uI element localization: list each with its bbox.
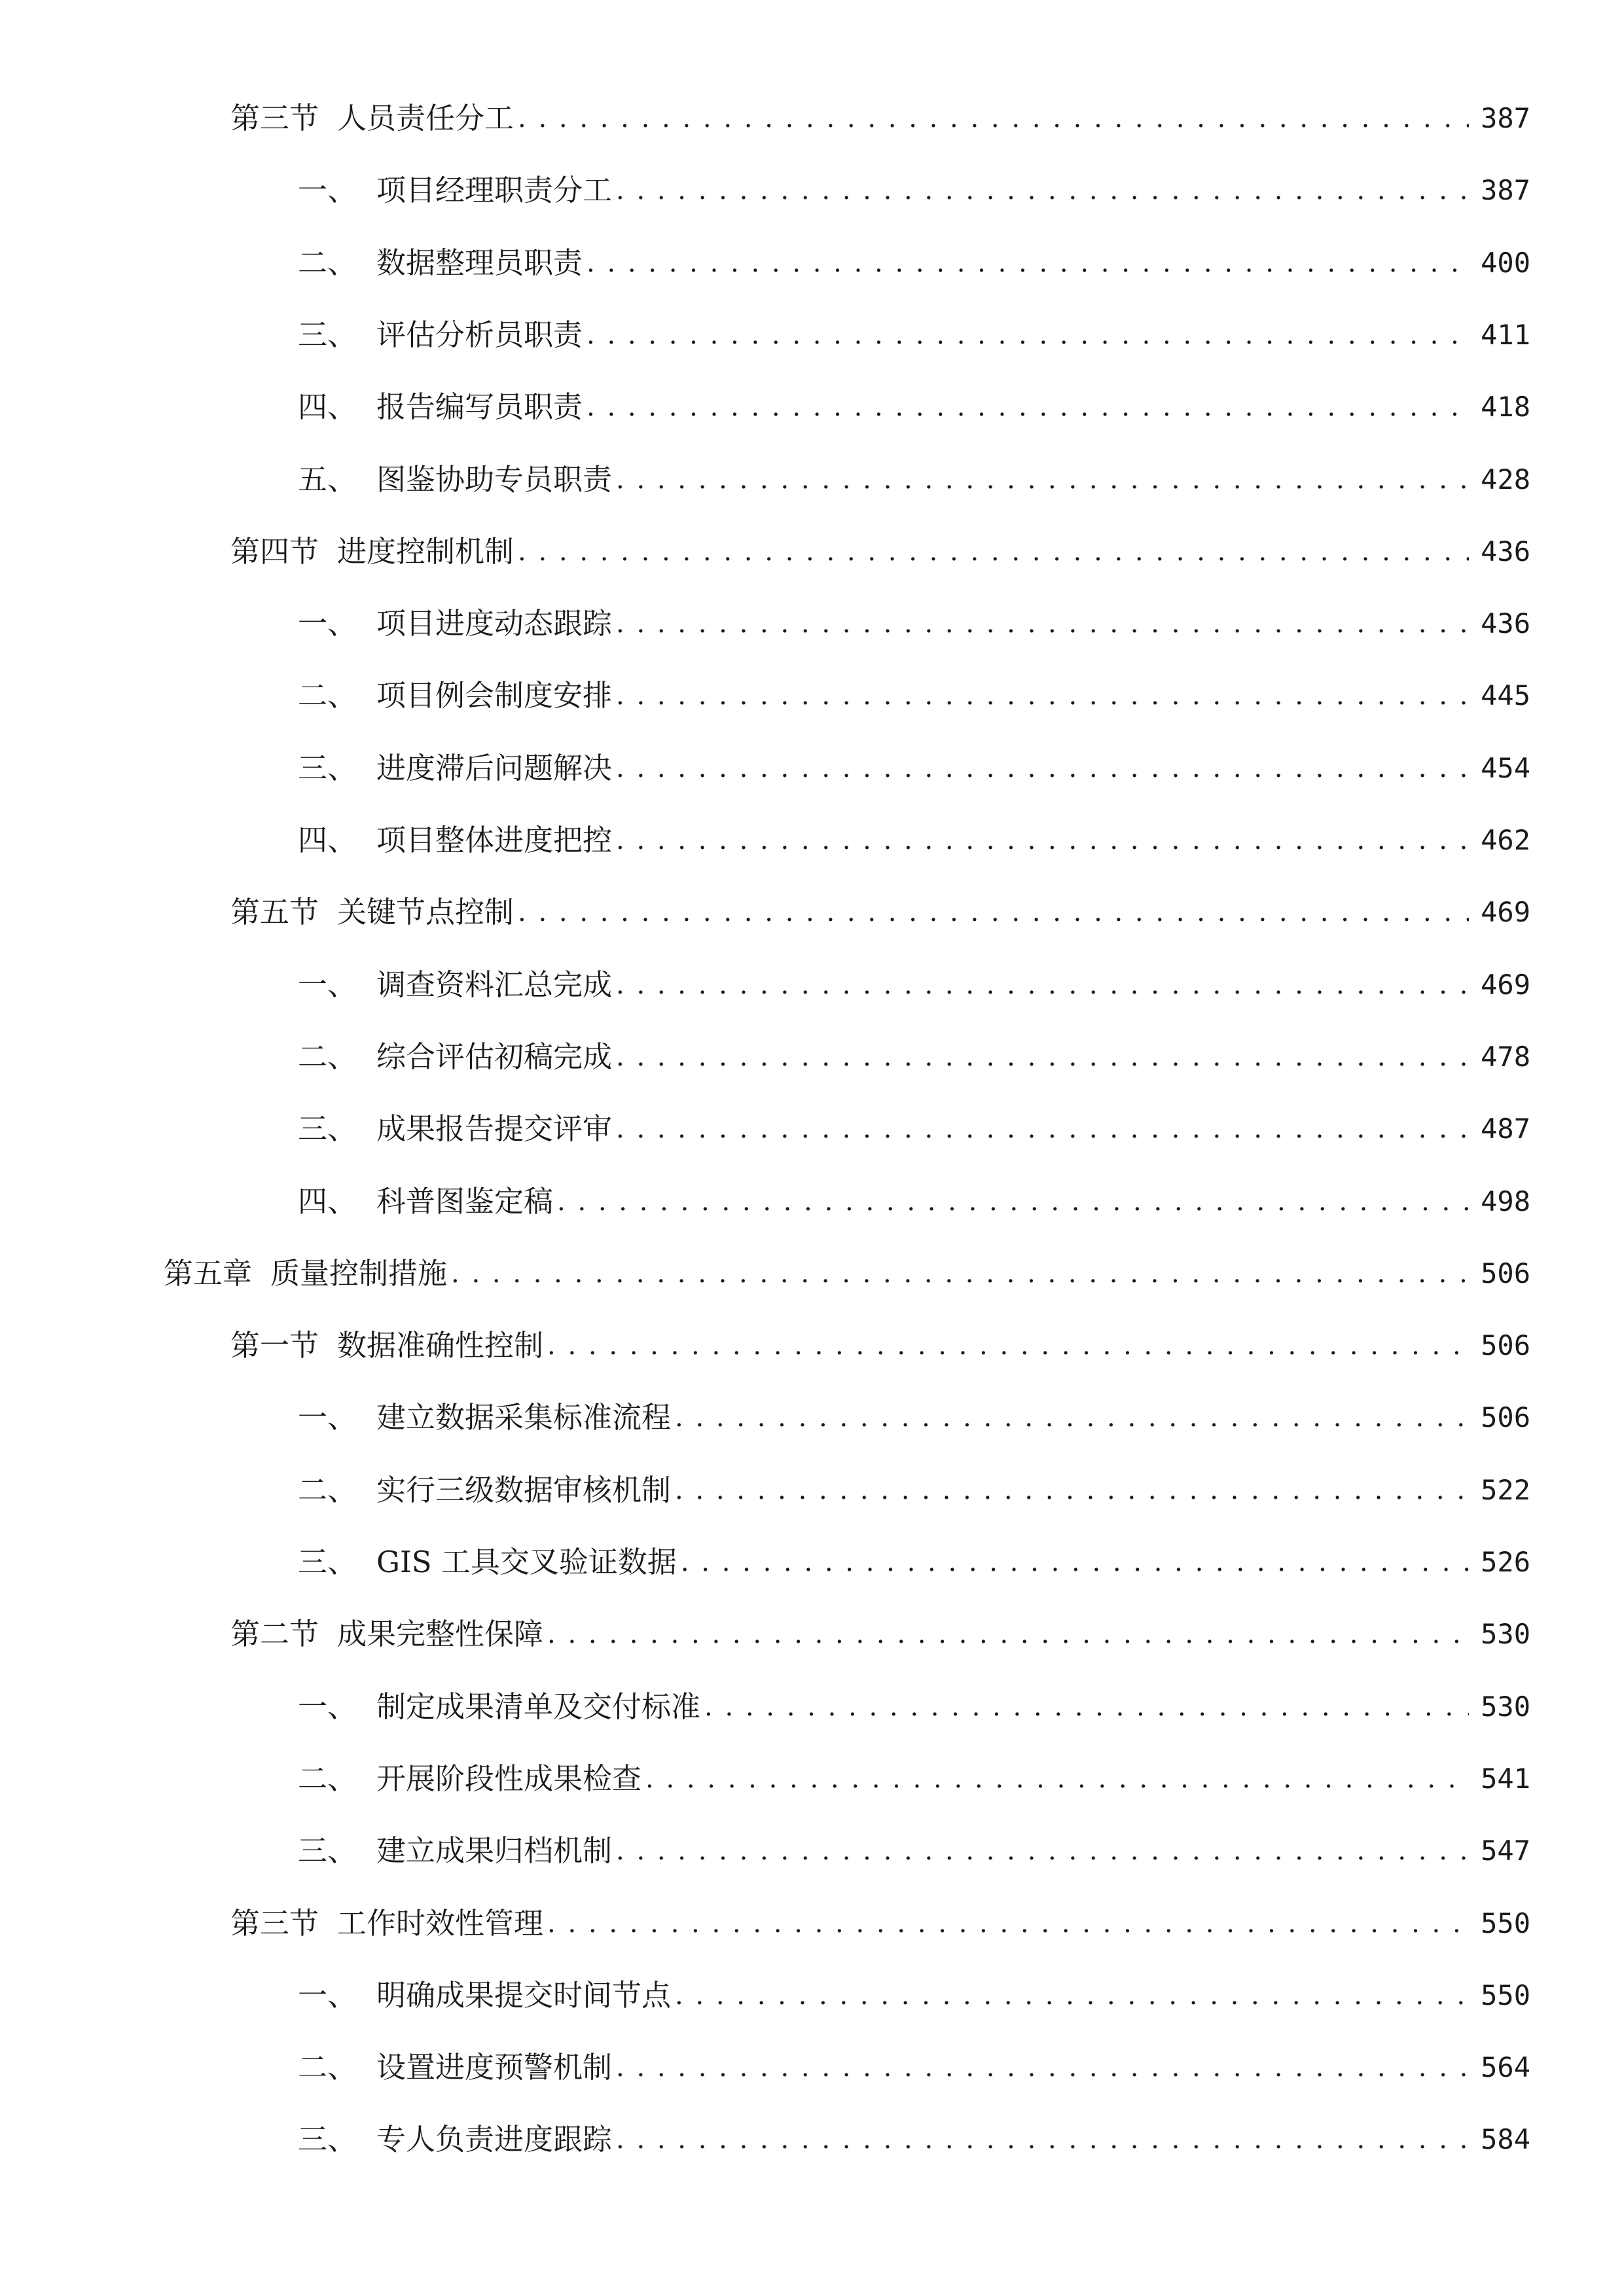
toc-entry-title: 质量控制措施: [270, 1255, 448, 1291]
toc-entry-page-number: 506: [1481, 1257, 1530, 1289]
dot-leader: [616, 454, 1469, 506]
toc-entry-page-number: 428: [1481, 463, 1530, 495]
toc-entry-item[interactable]: [298, 1825, 1530, 1877]
toc-entry-item[interactable]: [298, 1031, 1530, 1083]
toc-entry-number: 一、: [298, 1400, 357, 1435]
toc-entry-title: 项目例会制度安排: [376, 678, 613, 713]
toc-entry-number: 第三节: [230, 101, 319, 135]
toc-entry-title: 项目经理职责分工: [376, 173, 613, 208]
dot-leader: [586, 381, 1469, 433]
toc-entry-page-number: 445: [1481, 679, 1530, 712]
toc-entry-page-number: 487: [1481, 1113, 1530, 1145]
toc-entry-number: 二、: [298, 1472, 357, 1507]
toc-entry-number: 第五节: [230, 895, 319, 930]
toc-entry-page-number: 436: [1481, 607, 1530, 640]
toc-entry-number: 第三节: [230, 1905, 319, 1941]
toc-entry-page-number: 387: [1481, 102, 1530, 134]
dot-leader: [616, 1825, 1469, 1877]
dot-leader: [518, 886, 1469, 939]
toc-entry-number: 第一节: [230, 1328, 319, 1363]
dot-leader: [547, 1897, 1469, 1950]
toc-entry-page-number: 469: [1481, 896, 1530, 929]
toc-entry-page-number: 547: [1481, 1835, 1530, 1867]
toc-entry-item[interactable]: [298, 1681, 1530, 1733]
toc-entry-number: 四、: [298, 1183, 357, 1219]
toc-entry-page-number: 436: [1481, 535, 1530, 567]
toc-entry-title: 报告编写员职责: [376, 389, 583, 425]
dot-leader: [518, 526, 1469, 578]
toc-entry-page-number: 418: [1481, 391, 1530, 423]
toc-entry-title: 成果报告提交评审: [376, 1111, 613, 1147]
toc-entry-number: 三、: [298, 1833, 357, 1869]
toc-entry-item[interactable]: [298, 381, 1530, 433]
dot-leader: [616, 598, 1469, 650]
toc-entry-title: 评估分析员职责: [376, 317, 583, 352]
toc-entry-title: 明确成果提交时间节点: [376, 1977, 672, 2013]
dot-leader: [675, 1969, 1469, 2022]
toc-entry-title: GIS 工具交叉验证数据: [376, 1545, 677, 1579]
toc-entry-item[interactable]: [298, 454, 1530, 506]
toc-entry-item[interactable]: [298, 164, 1530, 217]
dot-leader: [616, 670, 1469, 722]
toc-entry-page-number: 564: [1481, 2051, 1530, 2084]
toc-entry-page-number: 462: [1481, 824, 1530, 856]
dot-leader: [616, 1103, 1469, 1155]
toc-entry-page-number: 526: [1481, 1546, 1530, 1578]
dot-leader: [645, 1753, 1469, 1805]
dot-leader: [681, 1536, 1469, 1588]
toc-entry-title: 图鉴协助专员职责: [376, 461, 613, 497]
toc-entry-page-number: 469: [1481, 968, 1530, 1001]
dot-leader: [616, 814, 1469, 867]
toc-entry-title: 制定成果清单及交付标准: [376, 1689, 701, 1724]
toc-entry-title: 关键节点控制: [337, 895, 514, 930]
toc-entry-number: 一、: [298, 967, 357, 1002]
toc-entry-title: 实行三级数据审核机制: [376, 1472, 672, 1507]
toc-entry-item[interactable]: [298, 1464, 1530, 1516]
toc-entry-number: 四、: [298, 389, 357, 425]
toc-entry-number: 三、: [298, 317, 357, 352]
toc-entry-item[interactable]: [298, 814, 1530, 867]
toc-entry-section[interactable]: [230, 92, 1530, 145]
dot-leader: [616, 959, 1469, 1011]
dot-leader: [547, 1608, 1469, 1660]
dot-leader: [616, 2113, 1469, 2166]
toc-entry-number: 一、: [298, 1977, 357, 2013]
toc-entry-number: 三、: [298, 750, 357, 785]
toc-entry-number: 三、: [298, 1545, 357, 1579]
toc-entry-title: 设置进度预警机制: [376, 2050, 613, 2085]
toc-entry-number: 第五章: [164, 1255, 253, 1291]
toc-entry-item[interactable]: [298, 670, 1530, 722]
toc-entry-page-number: 387: [1481, 174, 1530, 207]
toc-entry-title: 数据整理员职责: [376, 245, 583, 280]
toc-entry-title: 人员责任分工: [337, 101, 514, 135]
toc-entry-item[interactable]: [298, 309, 1530, 361]
dot-leader: [518, 92, 1469, 145]
dot-leader: [547, 1319, 1469, 1372]
dot-leader: [557, 1175, 1469, 1228]
toc-entry-page-number: 400: [1481, 246, 1530, 279]
toc-entry-title: 工作时效性管理: [337, 1905, 544, 1941]
toc-entry-item[interactable]: [298, 1536, 1530, 1588]
dot-leader: [616, 1031, 1469, 1083]
dot-leader: [451, 1247, 1469, 1300]
toc-entry-number: 二、: [298, 1761, 357, 1796]
toc-entry-item[interactable]: [298, 742, 1530, 795]
toc-entry-page-number: 454: [1481, 751, 1530, 784]
toc-entry-page-number: 541: [1481, 1762, 1530, 1795]
toc-entry-item[interactable]: [298, 1103, 1530, 1155]
toc-entry-number: 一、: [298, 606, 357, 641]
toc-entry-number: 二、: [298, 245, 357, 280]
toc-entry-page-number: 498: [1481, 1185, 1530, 1217]
toc-entry-item[interactable]: [298, 1175, 1530, 1228]
toc-entry-item[interactable]: [298, 237, 1530, 289]
toc-entry-section[interactable]: [230, 526, 1530, 578]
toc-entry-title: 科普图鉴定稿: [376, 1183, 554, 1219]
toc-entry-title: 建立数据采集标准流程: [376, 1400, 672, 1435]
toc-entry-page-number: 506: [1481, 1401, 1530, 1434]
toc-entry-title: 项目整体进度把控: [376, 823, 613, 857]
toc-entry-page-number: 411: [1481, 318, 1530, 351]
toc-entry-page-number: 478: [1481, 1040, 1530, 1073]
dot-leader: [704, 1681, 1469, 1733]
toc-entry-page-number: 522: [1481, 1473, 1530, 1506]
toc-entry-title: 开展阶段性成果检查: [376, 1761, 642, 1796]
toc-entry-item[interactable]: [298, 1391, 1530, 1444]
toc-entry-number: 二、: [298, 2050, 357, 2085]
toc-entry-page-number: 530: [1481, 1618, 1530, 1651]
toc-entry-page-number: 530: [1481, 1690, 1530, 1723]
dot-leader: [586, 237, 1469, 289]
dot-leader: [586, 309, 1469, 361]
toc-entry-item[interactable]: [298, 598, 1530, 650]
toc-entry-page-number: 584: [1481, 2123, 1530, 2156]
toc-entry-chapter[interactable]: [164, 1247, 1530, 1300]
toc-entry-section[interactable]: [230, 1319, 1530, 1372]
toc-entry-title: 综合评估初稿完成: [376, 1039, 613, 1074]
toc-entry-number: 四、: [298, 823, 357, 857]
toc-entry-title: 调查资料汇总完成: [376, 967, 613, 1002]
dot-leader: [675, 1464, 1469, 1516]
toc-entry-title: 项目进度动态跟踪: [376, 606, 613, 641]
toc-entry-number: 五、: [298, 461, 357, 497]
toc-entry-title: 成果完整性保障: [337, 1617, 544, 1652]
toc-entry-item[interactable]: [298, 2041, 1530, 2094]
toc-entry-title: 专人负责进度跟踪: [376, 2122, 613, 2157]
toc-entry-number: 一、: [298, 173, 357, 208]
toc-entry-number: 第二节: [230, 1617, 319, 1652]
toc-entry-page-number: 550: [1481, 1907, 1530, 1939]
toc-entry-number: 三、: [298, 2122, 357, 2157]
toc-entry-number: 第四节: [230, 533, 319, 569]
toc-entry-section[interactable]: [230, 1897, 1530, 1950]
dot-leader: [616, 2041, 1469, 2094]
toc-entry-number: 一、: [298, 1689, 357, 1724]
toc-entry-title: 建立成果归档机制: [376, 1833, 613, 1869]
toc-entry-number: 二、: [298, 1039, 357, 1074]
toc-entry-section[interactable]: [230, 1608, 1530, 1660]
dot-leader: [675, 1391, 1469, 1444]
dot-leader: [616, 742, 1469, 795]
toc-entry-number: 三、: [298, 1111, 357, 1147]
toc-entry-item[interactable]: [298, 959, 1530, 1011]
toc-entry-section[interactable]: [230, 886, 1530, 939]
dot-leader: [616, 164, 1469, 217]
toc-entry-page-number: 550: [1481, 1979, 1530, 2011]
toc-entry-item[interactable]: [298, 1969, 1530, 2022]
toc-entry-page-number: 506: [1481, 1329, 1530, 1362]
toc-entry-title: 进度滞后问题解决: [376, 750, 613, 785]
toc-entry-title: 进度控制机制: [337, 533, 514, 569]
toc-entry-number: 二、: [298, 678, 357, 713]
toc-entry-item[interactable]: [298, 2113, 1530, 2166]
toc-entry-title: 数据准确性控制: [337, 1328, 544, 1363]
toc-entry-item[interactable]: [298, 1753, 1530, 1805]
